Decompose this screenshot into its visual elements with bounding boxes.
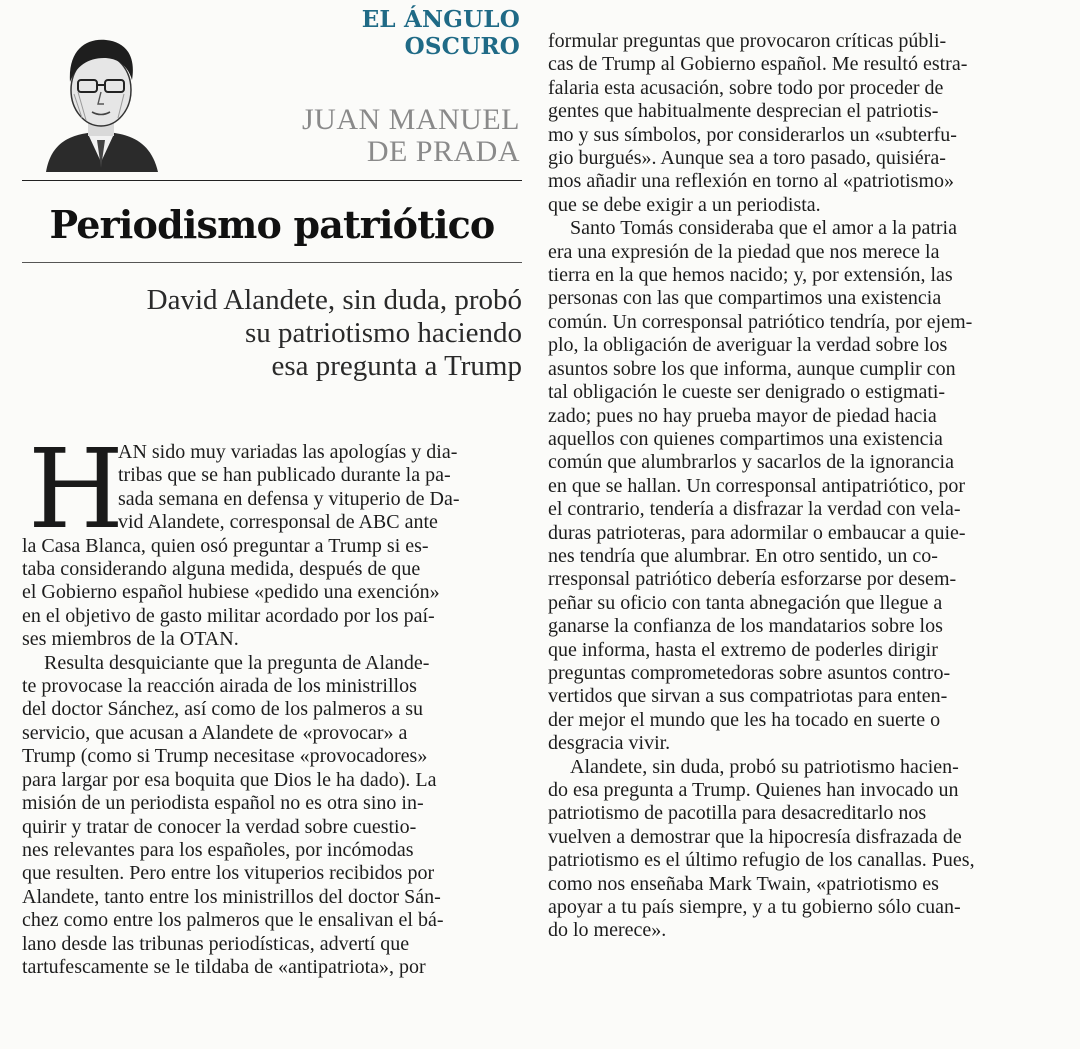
- text-line: Trump (como si Trump necesitase «provocadores»: [22, 745, 428, 768]
- paragraph-3: [548, 217, 1044, 755]
- text-line: gio burgués». Aunque sea a toro pasado, quisiéra-: [548, 147, 946, 170]
- text-line: do esa pregunta a Trump. Quienes han invocado un: [548, 779, 959, 801]
- text-line: la Casa Blanca, quien osó preguntar a Trump si es-: [22, 534, 429, 557]
- text-line: tal obligación le cueste ser denigrado o estigmati-: [548, 381, 946, 404]
- text-line: común que alumbrarlos y sacarlos de la ignorancia: [548, 451, 954, 474]
- drop-cap: H: [28, 425, 124, 553]
- text-line: misión de un periodista español no es otra sino in-: [22, 792, 424, 815]
- deck-line: David Alandete, sin duda, probó: [146, 284, 522, 316]
- text-line: duras patrioteras, para adormilar o embaucar a quie-: [548, 521, 966, 544]
- text-line: vid Alandete, corresponsal de ABC ante: [118, 511, 438, 534]
- author-name-line2: DE PRADA: [366, 135, 520, 168]
- text-line: der mejor el mundo que les ha tocado en suerte o: [548, 708, 941, 731]
- article-body-right: [548, 30, 1044, 943]
- text-line: patriotismo de pacotilla para desacreditarlo nos: [548, 802, 927, 825]
- text-line: lano desde las tribunas periodísticas, advertí que: [22, 932, 410, 955]
- text-line: do lo merece».: [548, 919, 667, 942]
- deck: [22, 284, 522, 383]
- paragraph-4: [548, 756, 1044, 943]
- paragraph-continued: [548, 30, 1044, 217]
- text-line: en que se hallan. Un corresponsal antipatriótico, por: [548, 474, 966, 497]
- divider-headline: [22, 262, 522, 263]
- text-line: que informa, hasta el extremo de poderles dirigir: [548, 638, 938, 661]
- text-line: vertidos que sirvan a sus compatriotas para enten-: [548, 685, 948, 708]
- text-line: desgracia vivir.: [548, 732, 671, 755]
- text-line: chez como entre los palmeros que le ensalivan el bá-: [22, 909, 444, 932]
- text-line: formular preguntas que provocaron críticas públi-: [548, 30, 947, 52]
- text-line: zado; pues no hay prueba mayor de piedad hacia: [548, 404, 937, 427]
- article-body-left: [22, 425, 522, 979]
- text-line: nes tendría que alumbrar. En otro sentido, un co-: [548, 544, 938, 567]
- text-line: quirir y tratar de conocer la verdad sobre cuestio-: [22, 815, 417, 838]
- text-line: el Gobierno español hubiese «pedido una exención»: [22, 581, 440, 604]
- text-line: tribas que se han publicado durante la pa-: [118, 464, 451, 487]
- text-line: apoyar a tu país siempre, y a tu gobierno sólo cuan-: [548, 896, 961, 919]
- text-line: gentes que habitualmente desprecian el patriotis-: [548, 100, 939, 123]
- text-line: sada semana en defensa y vituperio de Da-: [118, 487, 460, 510]
- text-line: que resulten. Pero entre los vituperios recibidos por: [22, 862, 435, 885]
- author-name-line1: JUAN MANUEL: [302, 103, 520, 136]
- text-line: preguntas comprometedoras sobre asuntos contro-: [548, 661, 951, 684]
- deck-line: esa pregunta a Trump: [271, 350, 522, 382]
- text-line: aquellos con quienes compartimos una existencia: [548, 427, 943, 450]
- text-line: peñar su oficio con tanta abnegación que llegue a: [548, 591, 943, 614]
- text-line: tartufescamente se le tildaba de «antipatriota», por: [22, 955, 426, 978]
- divider-top: [22, 180, 522, 181]
- text-line: patriotismo es el último refugio de los canallas. Pues,: [548, 849, 975, 872]
- text-line: en el objetivo de gasto militar acordado por los paí-: [22, 604, 435, 627]
- text-line: tierra en la que hemos nacido; y, por extensión, las: [548, 264, 953, 287]
- text-line: Alandete, sin duda, probó su patriotismo hacien-: [570, 755, 959, 778]
- author-name: [250, 104, 520, 168]
- text-line: plo, la obligación de averiguar la verdad sobre los: [548, 334, 948, 357]
- text-line: taba considerando alguna medida, después de que: [22, 558, 421, 581]
- text-line: asuntos sobre los que informa, aunque cumplir con: [548, 357, 956, 380]
- text-line: ses miembros de la OTAN.: [22, 628, 239, 651]
- text-line: Resulta desquiciante que la pregunta de Alande-: [44, 651, 430, 674]
- text-line: cas de Trump al Gobierno español. Me resultó estra-: [548, 53, 968, 76]
- paragraph-2: [22, 652, 522, 980]
- text-line: común. Un corresponsal patriótico tendría, por ejem-: [548, 310, 973, 333]
- text-line: AN sido muy variadas las apologías y dia-: [118, 441, 458, 463]
- text-line: como nos enseñaba Mark Twain, «patriotismo es: [548, 872, 939, 895]
- text-line: personas con las que compartimos una existencia: [548, 287, 942, 310]
- text-line: mo y sus símbolos, por considerarlos un «subterfu-: [548, 123, 957, 146]
- text-line: mos añadir una reflexión en torno al «patriotismo»: [548, 170, 955, 193]
- text-line: Santo Tomás consideraba que el amor a la patria: [570, 217, 957, 240]
- text-line: el contrario, tendería a disfrazar la verdad con vela-: [548, 498, 961, 521]
- text-line: servicio, que acusan a Alandete de «provocar» a: [22, 721, 408, 744]
- text-line: del doctor Sánchez, así como de los palmeros a su: [22, 698, 423, 721]
- text-line: falaria esta acusación, sobre todo por proceder de: [548, 76, 944, 99]
- text-line: nes relevantes para los españoles, por incómodas: [22, 838, 414, 861]
- deck-line: su patriotismo haciendo: [244, 317, 522, 349]
- section-title: EL ÁNGULO OSCURO: [361, 6, 520, 60]
- text-line: que se debe exigir a un periodista.: [548, 193, 821, 216]
- headline: Periodismo patriótico: [49, 202, 495, 247]
- text-line: rresponsal patriótico debería esforzarse por desem-: [548, 568, 957, 591]
- author-portrait: [26, 22, 176, 172]
- text-line: ganarse la confianza de los mandatarios sobre los: [548, 615, 943, 638]
- text-line: era una expresión de la piedad que nos merece la: [548, 240, 940, 263]
- text-line: Alandete, tanto entre los ministrillos del doctor Sán-: [22, 885, 441, 908]
- text-line: vuelven a demostrar que la hipocresía disfrazada de: [548, 825, 962, 848]
- text-line: te provocase la reacción airada de los ministrillos: [22, 675, 417, 698]
- text-line: para largar por esa boquita que Dios le ha dado). La: [22, 768, 437, 791]
